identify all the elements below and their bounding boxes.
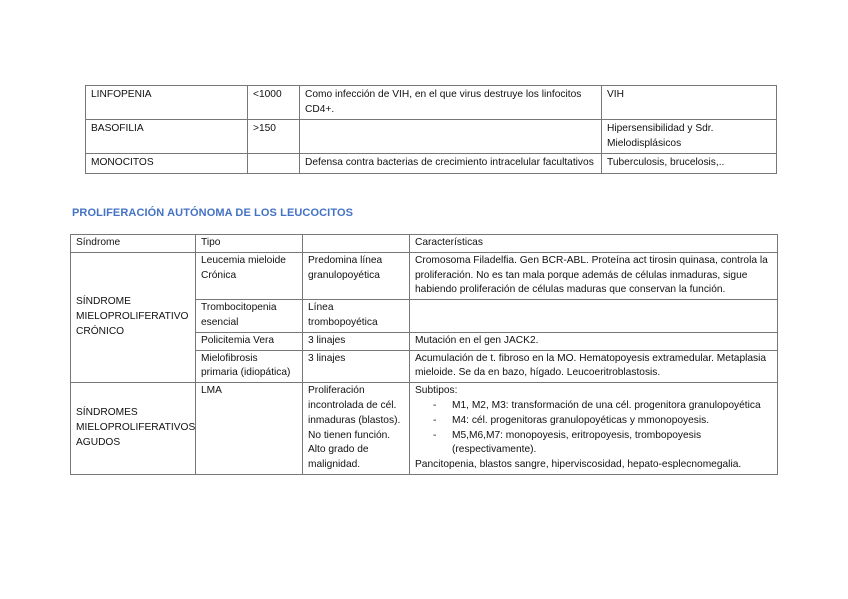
header-caracteristicas: Características	[410, 235, 778, 253]
threshold-value: >150	[248, 120, 300, 154]
list-item: - M1, M2, M3: transformación de una cél. progenitora granulopoyética	[415, 399, 772, 414]
table-row	[86, 86, 777, 120]
syndrome-cell: SÍNDROMES MIELOPROLIFERATIVOS AGUDOS	[71, 383, 196, 475]
subtypes-list	[415, 399, 772, 458]
list-item: - M5,M6,M7: monopoyesis, eritropoyesis, trombopoyesis (respectivamente).	[415, 429, 772, 459]
disorder-description	[300, 120, 602, 154]
disorder-name: BASOFILIA	[86, 120, 248, 154]
table-row	[71, 252, 778, 299]
disorder-description: Defensa contra bacterias de crecimiento intracelular facultativos	[300, 154, 602, 174]
features-cell	[410, 300, 778, 333]
type-cell: Policitemia Vera	[196, 332, 303, 350]
type-cell: Leucemia mieloide Crónica	[196, 252, 303, 299]
disorder-name: MONOCITOS	[86, 154, 248, 174]
lineage-cell: Línea trombopoyética	[303, 300, 410, 333]
features-footer: Pancitopenia, blastos sangre, hiperviscosidad, hepato-esplecnomegalia.	[415, 459, 742, 471]
disorder-cause: Hipersensibilidad y Sdr. Mielodisplásicos	[602, 120, 777, 154]
table-header-row	[71, 235, 778, 253]
lineage-cell: 3 linajes	[303, 350, 410, 383]
features-cell: Mutación en el gen JACK2.	[410, 332, 778, 350]
lineage-cell: 3 linajes	[303, 332, 410, 350]
header-sindrome: Síndrome	[71, 235, 196, 253]
leukocyte-disorder-table	[85, 85, 777, 174]
lineage-cell: Predomina línea granulopoyética	[303, 252, 410, 299]
header-tipo: Tipo	[196, 235, 303, 253]
disorder-name: LINFOPENIA	[86, 86, 248, 120]
table-row	[86, 154, 777, 174]
type-cell: Mielofibrosis primaria (idiopática)	[196, 350, 303, 383]
section-heading: PROLIFERACIÓN AUTÓNOMA DE LOS LEUCOCITOS	[72, 207, 354, 219]
type-cell: Trombocitopenia esencial	[196, 300, 303, 333]
leukocyte-proliferation-table	[70, 234, 778, 475]
threshold-value	[248, 154, 300, 174]
disorder-cause: Tuberculosis, brucelosis,..	[602, 154, 777, 174]
table-row	[86, 120, 777, 154]
disorder-cause: VIH	[602, 86, 777, 120]
header-empty	[303, 235, 410, 253]
type-cell: LMA	[196, 383, 303, 475]
threshold-value: <1000	[248, 86, 300, 120]
features-cell: Cromosoma Filadelfia. Gen BCR-ABL. Proteína act tirosin quinasa, controla la proliferación. No es tan mala porque además de células inmaduras, sigue habiendo proliferación de células maduras que conservan la función.	[410, 252, 778, 299]
list-item: - M4: cél. progenitoras granulopoyéticas y mmonopoyesis.	[415, 414, 772, 429]
features-cell	[410, 383, 778, 475]
syndrome-cell: SÍNDROME MIELOPROLIFERATIVO CRÓNICO	[71, 252, 196, 382]
subtypes-label: Subtipos:	[415, 385, 458, 397]
table-row	[71, 383, 778, 475]
disorder-description: Como infección de VIH, en el que virus destruye los linfocitos CD4+.	[300, 86, 602, 120]
features-cell: Acumulación de t. fibroso en la MO. Hematopoyesis extramedular. Metaplasia mieloide. Se da en bazo, hígado. Leucoeritroblastosis.	[410, 350, 778, 383]
lineage-cell: Proliferación incontrolada de cél. inmaduras (blastos). No tienen función. Alto grado de malignidad.	[303, 383, 410, 475]
